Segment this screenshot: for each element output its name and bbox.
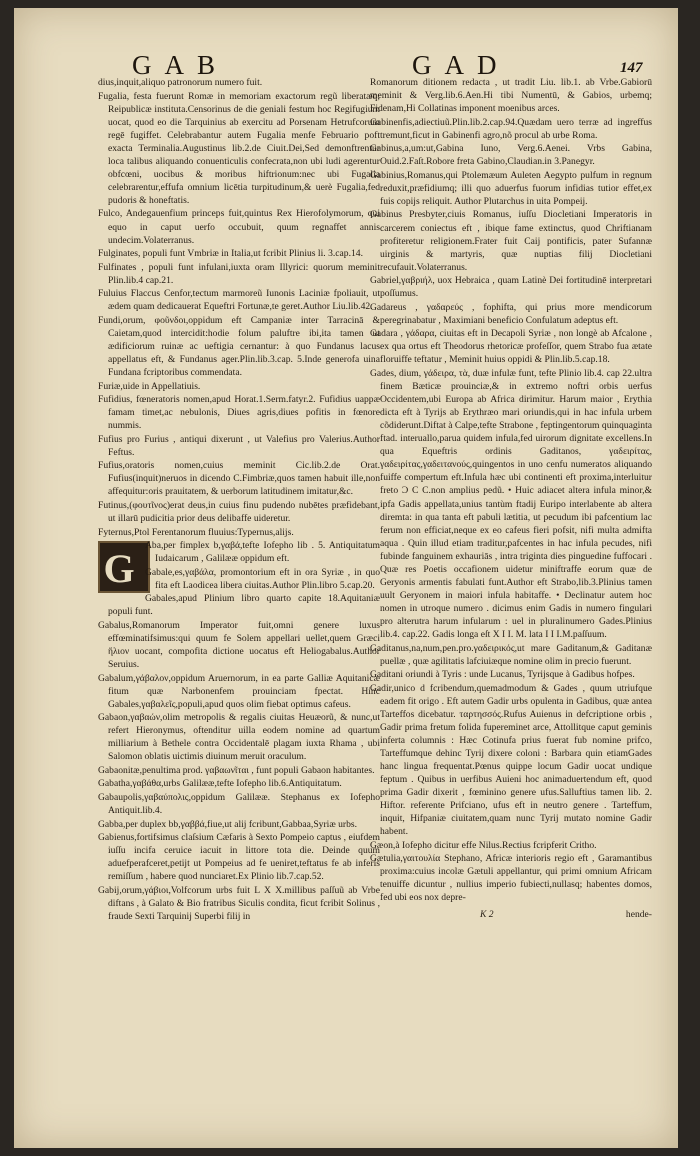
dictionary-entry xyxy=(370,274,652,300)
running-head-right: GAD xyxy=(412,50,510,80)
dictionary-entry xyxy=(98,592,380,618)
entry-text: Gabinius,Romanus,qui Ptolemæum Auleten Aegypto pulfum in regnum reduxit,præfidiumq; illi quo aduerfus fuorum infidias tutior effet,ex fuis copijs reliquit. Author Plutarchus in uita Pompeij. xyxy=(370,169,652,207)
dictionary-entry xyxy=(98,380,380,393)
signature-mark: K 2 xyxy=(480,909,494,921)
dictionary-entry xyxy=(370,682,652,839)
entry-text: Fuluius Flaccus Cenfor,tectum marmoreũ Iunonis Laciniæ fpoliauit, ut ædem quam dedicauerat Equeftri Fortunæ,te geret.Author Liu.lib.42. xyxy=(98,288,380,313)
dictionary-entry xyxy=(98,672,380,711)
dictionary-entry xyxy=(98,777,380,790)
dictionary-entry xyxy=(98,619,380,671)
entry-text: Furiæ,uide in Appellatiuis. xyxy=(98,380,201,392)
entry-text: Fulginates, populi funt Vmbriæ in Italia,ut fcribit Plinius li. 3.cap.14. xyxy=(98,248,363,260)
dictionary-entry xyxy=(370,642,652,668)
dictionary-entry xyxy=(370,839,652,852)
right-column-entries xyxy=(370,76,652,904)
page-footer xyxy=(370,908,652,921)
dictionary-entry xyxy=(98,393,380,432)
dictionary-entry xyxy=(98,314,380,379)
entry-text: Fufidius, fœneratoris nomen,apud Horat.1.Serm.fatyr.2. Fufidius uappæ famam timet,ac nebulonis, Diues agris,diues pofitis in fœnore nummis. xyxy=(98,394,380,432)
entry-text: Gabale,es,γαβάλα, promontorium eft in ora Syriæ , in quo fita eft Laodicea libera ciuitas.Author Plin.libro 5.cap.20. xyxy=(145,566,380,591)
entry-text: Gabaupolis,γαβαύπολις,oppidum Galilææ. Stephanus ex Iofepho Antiquit.lib.4. xyxy=(98,792,380,817)
entry-text: Gaditani oriundi à Tyris : unde Lucanus, Tyrijsque à Gadibus hofpes. xyxy=(370,669,635,681)
entry-text: Gabinus,a,um:ut,Gabina Iuno, Verg.6.Aenei. Vrbs Gabina, Ouid.2.Faſt.Robore freta Gabino,Claudian.in 3.Panegyr. xyxy=(370,143,652,168)
entry-text: Gæon,à Iofepho dicitur effe Nilus.Rectius fcripferit Critho. xyxy=(370,839,597,851)
entry-text: Gadir,unico d fcribendum,quemadmodum & Gades , quum utriufque eadem fit origo . Eft autem Gadir urbs opulenta in Gadibus, quæ antea Tarteffos dicebatur. ταρτησσός.Rufus Auienus in defcriptione orbis , Gadir prima fretum folida fupereminet arce, Attollitque caput geminis inferta columnis : Hæc Cotinufa prius fuerat fub nomine prifco, Tarteffumque dehinc Tyrij dixere coloni : Barbara quin etiamGades hanc lingua frequentat.Pœnus quippe locum Gadir uocat undique feptum . Quibus in uerfibus Auieni hoc animaduertendum eft, quod prima Gadir dixerit , fœminino genere ufus.Salluftius tamen lib. 2. Hiftor. referente Prifciano, ufus eft in neutro genere . Tarteffum, inquit, Hifpaniæ ciuitatem,quam nunc Tyrij mutato nomine Gadir habent. xyxy=(370,682,652,838)
entry-text: Futinus,(φουτῖνος)erat deus,in cuius finu pudendo nubētes præfidebant, ut illarū pudicitia prior deus delibaffe uideretur. xyxy=(98,500,380,525)
entry-text: Fufius pro Furius , antiqui dixerunt , ut Valefius pro Valerius.Author Feftus. xyxy=(98,433,380,458)
dictionary-entry xyxy=(98,764,380,777)
dictionary-entry xyxy=(370,142,652,168)
entry-text: Fundi,orum, φοῦνδοι,oppidum eft Campaniæ inter Tarracinā & Caietam,quod intercidit:hodie folum paluftre ibi,ita tamen ut ædificiorum ruinæ ac ueftigia cernantur: à quo Fundanus lacus appellatus eft, & Fundanus ager.Plin.lib.3.cap. 5.Inde generofa uina Fundana fcriptoribus commendata. xyxy=(98,314,380,379)
dictionary-entry xyxy=(98,831,380,883)
dictionary-entry xyxy=(98,90,380,207)
entry-text: Gabalus,Romanorum Imperator fuit,omni genere luxus effœminatifsimus:qui quum fe Solem appellari uellet,quem Græci ἥλιον uocant, compofita dictione uocatus eft Heliogabalus.Author Seruius. xyxy=(98,619,380,671)
entry-text: Gabinus Presbyter,ciuis Romanus, iuſſu Diocletiani Imperatoris in carcerem coniectus eft , ibique fame extinctus, quod Chriftianam profiteretur religionem.Frater fuit Caij pontificis, pater Sufannæ uirginis & martyris, quæ nuptias filij Diocletiani recufauit.Volaterranus. xyxy=(370,209,652,273)
dictionary-entry xyxy=(98,791,380,817)
dictionary-entry xyxy=(98,287,380,313)
dictionary-entry xyxy=(98,818,380,831)
dictionary-entry xyxy=(98,261,380,287)
entry-text: Gabriel,γαβριήλ, uox Hebraica , quam Latinè Dei fortitudinē interpretari poſſumus. xyxy=(370,275,652,300)
entry-text: Fugalia, festa fuerunt Romæ in memoriam exactorum regũ liberatæq; Reipublicæ instituta.Censorinus de die geniali festum hoc Regifugium uocat, quod eo die Tarquinius ab exercitu ad Porsenam Hetrufcorum regē fugiffet. Celebrabantur autem Fugalia menfe Februario poft exacta Terminalia.Augustinus lib.2.de Ciuit.Dei,Sed demonftrentur loca talibus aliquando conuenticulis confecrata,non ubi ludi agerentur obfcœni, uocibus & moribus hiftrionum:nec ubi Fugalia celebrarentur,effufa omnium licētia turpitudinum,& uerè Fugalia,fed pudoris & honeftatis. xyxy=(98,90,380,206)
dictionary-entry xyxy=(98,884,380,923)
dictionary-entry xyxy=(98,433,380,459)
entry-text: Gabba,per duplex bb,γαββά,fiue,ut alij fcribunt,Gabbaa,Syriæ urbs. xyxy=(98,818,358,830)
entry-text: Gades, dium, γάδειρα, τὰ, duæ infulæ funt, tefte Plinio lib.4. cap 22.ultra finem Bæticæ prouinciæ,& in extremo noftri orbis uerfus Occidentem,ubi Europa ab Africa dirimitur. Harum maior , Erythia dicta eft à Tyrijs ab Erythræo mari oriundis,qui in hac infula urbem cõdiderunt.Diftat à Calpe,tefte Strabone , feptingentorum quinquaginta ftad. interuallo,parua quidem infula,fed uirorum dignitate excellens.In qua Equeftris ordinis Gaditanos, γαδειρίτας, γαδειρίτας,γαδειτανούς,quingentos in uno cenfu numeratos aliquando fuiffe compertum eft.Infula hæc ubi continenti eft proxima,interluitur freto Ͻ C C.non amplius pedũ. • Huic adiacet altera infula minor,& ipfa Gadis appellata,unius tantùm ftadij Euripo interlabente ab altera diremta: in qua tanta eft pabuli lætitia, ut pecudum ibi pafcentium lac ferum non efficiat,neque ex eo cafeus fieri pofsit, nifi multa admifta aqua . Quin illud etiam traditur,pafcentes in hac infula pecudes, nifi fubinde fanguinem exhauriās , intra triginta dies pinguedine fuffocari . Quæ res Poetis occafionem uidetur miniftraffe eorum quæ de Geryonis armentis fabulati funt.Author eft Strabo,lib.3.Plinius tamen uult Geryonem in maiori infula habitaffe. • Declinatur autem hoc nomen in utroque numero . dicimus enim Gadis in numero fingulari pro alterutra harum infularum : uel in pluralinumero Gades.Plinius lib.4. cap.22. Gadis longa eſt X I I. M. lata I I I.M.paſſuum. xyxy=(370,368,653,640)
dictionary-entry xyxy=(370,327,652,366)
dictionary-entry xyxy=(370,169,652,208)
entry-text: Fulfinates , populi funt infulani,iuxta oram Illyrici: quorum meminit Plin.lib.4 cap.21. xyxy=(98,261,380,286)
running-head-left: GAB xyxy=(132,50,229,80)
dictionary-entry xyxy=(98,459,380,498)
catchword: hende- xyxy=(625,909,652,921)
entry-text: Gabaonitæ,penultima prod. γαβαωνῖται , funt populi Gabaon habitantes. xyxy=(98,764,375,776)
dictionary-entry xyxy=(370,852,652,904)
dictionary-entry xyxy=(98,207,380,246)
entry-text: Gabij,orum,γάβιοι,Volfcorum urbs fuit L X X.millibus paſſuũ ab Vrbe diftans , à Galato & Bio fratribus Siculis condita, ficut fcribit Solinus , fraude Sexti Tarquinij Superbi filij in xyxy=(98,884,380,922)
entry-text: Gabalum,γάβαλον,oppidum Aruernorum, in ea parte Galliæ Aquitanicæ fitum quæ Narbonenfem prouinciam fpectat. Hinc Gabales,γαβαλεῖς,populi,apud quos olim fiebat optimus cafeus. xyxy=(98,672,380,710)
entry-text: Gaditanus,na,num,pen.pro.γαδειρικός,ut mare Gaditanum,& Gaditanæ puellæ , quæ agilitatis lafciuiæque nomine olim in precio fuerunt. xyxy=(370,642,652,667)
entry-text: dius,inquit,aliquo patronorum numero fuit. xyxy=(98,77,263,88)
entry-text: Aba,per fimplex b,γαβά,tefte Iofepho lib . 5. Antiquitatum Iudaicarum , Galilææ oppidum eft. xyxy=(145,540,380,565)
dictionary-entry xyxy=(370,208,652,273)
dictionary-entry xyxy=(98,711,380,763)
entry-text: Gabinenfis,adiectiuũ.Plin.lib.2.cap.94.Quædam uero terræ ad ingreffus tremunt,ficut in Gabinenfi agro,nõ procul ab urbe Roma. xyxy=(370,116,652,141)
dictionary-entry xyxy=(98,499,380,525)
entry-text: Gabatha,γαβάθα,urbs Galilææ,tefte Iofepho lib.6.Antiquitatum. xyxy=(98,778,342,790)
entry-text: Gabaon,γαβαών,olim metropolis & regalis ciuitas Heuæorũ, & nunc,ut refert Hieronymus, oftenditur uilla eodem nomine ad quartum milliarium à Bethele contra Occidentalē plagam iuxta Rhama , ubi Salomon oblatis uictimis diuinum meruit oraculum. xyxy=(98,712,380,763)
left-column xyxy=(98,76,380,924)
right-column xyxy=(370,76,652,922)
dictionary-entry xyxy=(370,367,652,641)
decorated-initial-g: G xyxy=(98,541,150,593)
entry-text: Gabales,apud Plinium libro quarto capite 18.Aquitaniæ populi funt. xyxy=(108,593,380,618)
dictionary-entry xyxy=(370,116,652,142)
entry-text: Gadareus , γαδαρεύς , fophifta, qui prius more mendicorum peregrinabatur , Maximiani beneficio Confulatum adeptus eft. xyxy=(370,301,652,326)
entry-text: Fufius,oratoris nomen,cuius meminit Cic.lib.2.de Orat. Fufius(inquit)neruos in dicendo C.Fimbriæ,quos tamen habuit ille,non affequitur:oris prauitatem, & uerborum latitudinem imitatur,&c. xyxy=(98,460,380,498)
entry-text: Gabienus,fortifsimus claſsium Cæfaris à Sexto Pompeio captus , eiufdem iuſſu incifa ceruice iacuit in littore tota die. Deinde quum aduefperafceret,petijt ut Pompeius ad fe ueniret,teftatus fe ab inferis remiſſum , habere quod nunciaret.Ex Plinio lib.7.cap.52. xyxy=(98,832,380,883)
entry-text: Fyternus,Ptol Ferentanorum fluuius:Typernus,alijs. xyxy=(98,526,294,538)
entry-text: Gadara , γάδαρα, ciuitas eft in Decapoli Syriæ , non longè ab Afcalone , ex qua ortus eft Theodorus rhetoricæ profeſſor, quem Strabo fua ætate floruiffe teftatur , Meminit huius oppidi & Plin.lib.5.cap.18. xyxy=(370,328,652,366)
book-page xyxy=(14,8,678,1148)
dictionary-entry xyxy=(370,301,652,327)
page-number: 147 xyxy=(620,60,643,76)
entry-text: Fulco, Andegauenfium princeps fuit,quintus Rex Hierofolymorum, qui equo in caput uerfo occubuit, quum regnaffet annis undecim.Volaterranus. xyxy=(98,208,380,246)
dictionary-entry xyxy=(370,76,652,115)
dictionary-entry xyxy=(98,247,380,260)
dictionary-entry xyxy=(98,526,380,539)
dictionary-entry xyxy=(370,668,652,681)
entry-text: Romanorum ditionem redacta , ut tradit Liu. lib.1. ab Vrbe.Gabiorū meminit & Verg.lib.6.Aen.Hi tibi Numentū, & Gabios, urbemq; Fidenam,Hi Collatinas imponent moenibus arces. xyxy=(370,77,652,115)
entry-text: Gætulia,γαιτουλία Stephano, Africæ interioris regio eft , Garamantibus proxima:cuius incolæ Gætuli appellantur, qui primi omnium Africam tenuiffe dicuntur , nullius imperio fubiecti,nullasq; habentes domos, fed ubi eos nox depre- xyxy=(370,853,652,904)
dictionary-entry xyxy=(98,76,380,89)
